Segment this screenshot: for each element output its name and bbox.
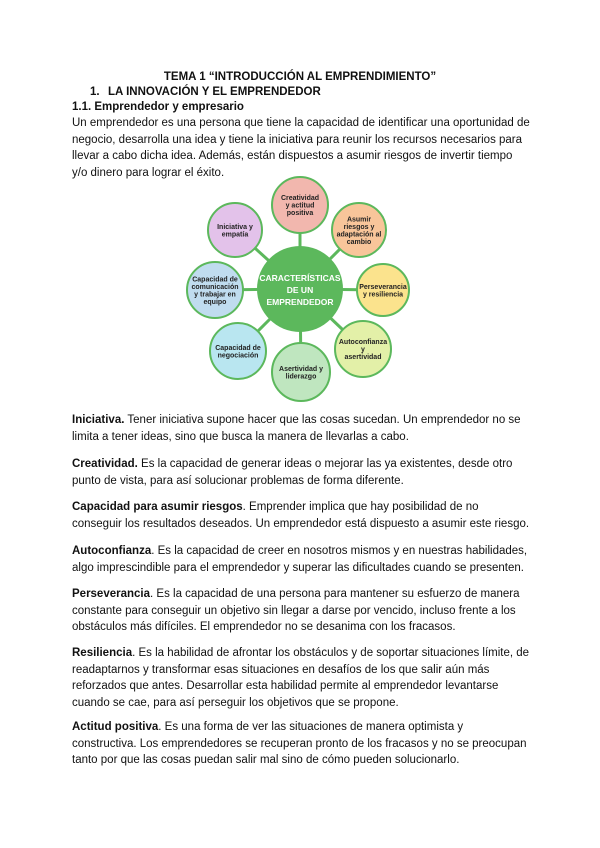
node-label-comunicacion-3: equipo	[203, 298, 227, 306]
intro-paragraph: Un emprendedor es una persona que tiene la capacidad de identificar una oportunidad de negocio, desarrolla una idea y tiene la iniciativa para reunir los recursos necesarios para llevar a cabo dicha idea. Además, están dispuestos a asumir riesgos de invertir tiempo y/o dinero para lograr el éxito.	[72, 117, 530, 179]
node-label-negociacion-1: negociación	[217, 352, 259, 360]
term-perseverancia: Perseverancia	[72, 588, 151, 600]
definition-actitud-positiva	[72, 719, 530, 769]
diagram-canvas	[175, 174, 425, 404]
subsection-title: 1.1. Emprendedor y empresario	[72, 101, 244, 113]
text-iniciativa: Tener iniciativa supone hacer que las cosas sucedan. Un emprendedor no se limita a tener ideas, sino que busca la manera de llevarlas a cabo.	[72, 414, 521, 443]
section-title: LA INNOVACIÓN Y EL EMPRENDEDOR	[108, 86, 321, 98]
definition-iniciativa	[72, 412, 530, 445]
node-label-perseverancia-1: y resiliencia	[362, 291, 404, 299]
node-iniciativa	[208, 203, 262, 257]
node-label-riesgos-2: adaptación al	[336, 231, 382, 239]
term-creatividad: Creatividad.	[72, 458, 138, 470]
node-label-comunicacion-1: comunicación	[191, 283, 239, 291]
definition-perseverancia	[72, 586, 530, 636]
node-label-creatividad-0: Creatividad	[280, 195, 320, 202]
text-actitud-positiva: . Es una forma de ver las situaciones de manera optimista y constructiva. Los emprendedores se recuperan pronto de los fracasos y no se preocupan tanto por que las cosas puedan salir mal sino de cómo pueden solucionarlo.	[72, 721, 527, 766]
node-label-riesgos-3: cambio	[346, 238, 372, 246]
characteristics-diagram	[175, 174, 425, 404]
definition-autoconfianza	[72, 543, 530, 576]
node-label-autoconfianza-2: asertividad	[344, 354, 382, 361]
node-label-riesgos-0: Asumir	[346, 216, 372, 224]
term-autoconfianza: Autoconfianza	[72, 545, 152, 557]
term-iniciativa: Iniciativa.	[72, 414, 125, 426]
node-label-asertividad-1: liderazgo	[285, 373, 317, 381]
node-label-asertividad-0: Asertividad y	[279, 365, 323, 373]
node-label-creatividad-1: y actitud	[285, 202, 315, 210]
center-line-2: DE UN	[286, 285, 314, 295]
node-negociacion	[210, 323, 266, 379]
text-autoconfianza: . Es la capacidad de creer en nosotros mismos y en nuestras habilidades, algo imprescindible para el emprendedor y superar las dificultades cuando se presenten.	[72, 545, 528, 574]
node-label-perseverancia-0: Perseverancia	[359, 283, 407, 291]
definition-resiliencia	[72, 645, 530, 711]
text-perseverancia: . Es la capacidad de una persona para mantener su esfuerzo de manera constante para conseguir un objetivo sin llegar a darse por vencido, incluso frente a los obstáculos más difíciles. El emprendedor no se desanima con los fracasos.	[72, 588, 520, 633]
definition-creatividad	[72, 456, 530, 489]
node-label-negociacion-0: Capacidad de	[215, 344, 261, 352]
node-asertividad	[272, 343, 330, 401]
center-line-1: CARACTERÍSTICAS	[259, 273, 341, 283]
term-actitud-positiva: Actitud positiva	[72, 721, 159, 733]
node-label-riesgos-1: riesgos y	[343, 223, 375, 231]
node-comunicacion	[187, 262, 243, 318]
term-riesgos: Capacidad para asumir riesgos	[72, 501, 243, 513]
node-label-iniciativa-1: empatía	[221, 231, 249, 239]
text-creatividad: Es la capacidad de generar ideas o mejorar las ya existentes, desde otro punto de vista, para así solucionar problemas de forma diferente.	[72, 458, 513, 487]
definition-riesgos	[72, 499, 530, 532]
node-label-comunicacion-2: y trabajar en	[194, 291, 236, 299]
node-creatividad	[272, 177, 328, 233]
text-riesgos: . Emprender implica que hay posibilidad de no conseguir los resultados deseados. Un emprendedor está dispuesto a asumir este riesgo.	[72, 501, 530, 530]
node-label-autoconfianza-1: y	[361, 346, 365, 354]
node-label-autoconfianza-0: Autoconfianza	[338, 339, 388, 346]
node-autoconfianza	[335, 321, 391, 377]
node-riesgos	[332, 203, 386, 257]
node-label-iniciativa-0: Iniciativa y	[217, 223, 253, 231]
term-resiliencia: Resiliencia	[72, 647, 133, 659]
center-line-3: EMPRENDEDOR	[266, 297, 334, 307]
section-number: 1.	[90, 86, 100, 98]
document-title: TEMA 1 “INTRODUCCIÓN AL EMPRENDIMIENTO”	[163, 71, 437, 83]
node-label-comunicacion-0: Capacidad de	[192, 276, 238, 284]
node-perseverancia	[357, 264, 409, 316]
text-resiliencia: . Es la habilidad de afrontar los obstáculos y de soportar situaciones límite, de readaptarnos y transformar esas situaciones en desafíos de los que salir aún más reforzados que antes. Desarrollar esta habilidad permite al emprendedor levantarse cuando se cae, para así perseguir los objetivos que se propone.	[72, 647, 530, 709]
node-label-creatividad-2: positiva	[286, 210, 314, 217]
